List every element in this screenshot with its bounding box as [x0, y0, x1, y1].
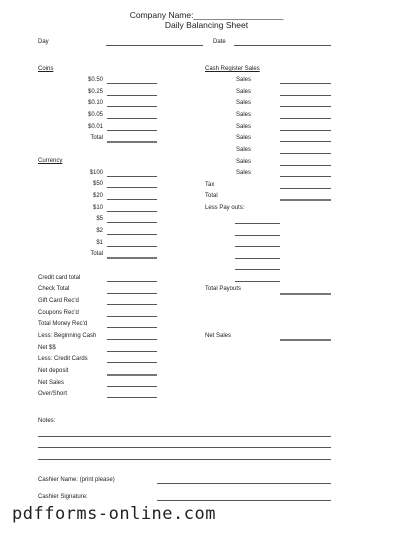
net-deposit-field[interactable] — [107, 374, 157, 376]
pay-out-field[interactable] — [235, 223, 280, 224]
sales-label: Sales — [236, 147, 252, 153]
beginning-cash-label: Less: Beginning Cash — [38, 333, 97, 339]
sales-field[interactable] — [280, 118, 331, 119]
credit-card-total-field[interactable] — [107, 281, 157, 282]
pay-out-field[interactable] — [235, 269, 280, 270]
cashier-name-field[interactable] — [157, 483, 331, 484]
coin-label: $0.01 — [87, 124, 103, 130]
over-short-field[interactable] — [107, 397, 157, 398]
register-total-label: Total — [205, 193, 218, 199]
pay-out-field[interactable] — [235, 246, 280, 247]
pay-out-field[interactable] — [235, 281, 280, 282]
net-ss-field[interactable] — [107, 351, 157, 352]
sales-label: Sales — [236, 170, 252, 176]
date-label: Date — [213, 39, 226, 45]
credit-cards-field[interactable] — [107, 362, 157, 363]
total-money-field[interactable] — [107, 327, 157, 328]
gift-card-label: Gift Card Rec'd — [38, 298, 79, 304]
total-payouts-label: Total Payouts — [205, 286, 242, 292]
currency-total-field[interactable] — [107, 257, 157, 259]
gift-card-field[interactable] — [107, 304, 157, 305]
coin-field[interactable] — [107, 118, 157, 119]
pay-out-field[interactable] — [235, 258, 280, 259]
sales-field[interactable] — [280, 141, 331, 142]
net-sales-label: Net Sales — [38, 380, 65, 386]
currency-label: $1 — [96, 240, 103, 246]
coupons-field[interactable] — [107, 316, 157, 317]
sales-label: Sales — [236, 135, 252, 141]
cashier-signature-field[interactable] — [157, 500, 331, 501]
sales-label: Sales — [236, 112, 252, 118]
currency-field[interactable] — [107, 234, 157, 235]
pay-out-field[interactable] — [235, 235, 280, 236]
credit-card-total-label: Credit card total — [38, 275, 81, 281]
sales-label: Sales — [236, 159, 252, 165]
currency-label: $5 — [96, 216, 103, 222]
notes-line[interactable] — [38, 436, 331, 437]
coin-label: $0.50 — [87, 77, 103, 83]
register-total-field[interactable] — [280, 199, 331, 201]
sales-label: Sales — [236, 89, 252, 95]
coin-label: $0.05 — [87, 112, 103, 118]
day-field[interactable] — [106, 45, 203, 46]
coin-field[interactable] — [107, 83, 157, 84]
sales-field[interactable] — [280, 153, 331, 154]
currency-heading: Currency — [38, 158, 63, 164]
currency-field[interactable] — [107, 176, 157, 177]
net-sales-label: Net Sales — [205, 333, 232, 339]
watermark: pdfforms-online.com — [12, 504, 216, 524]
check-total-label: Check Total — [38, 286, 70, 292]
currency-label: $100 — [89, 170, 103, 176]
total-money-label: Total Money Rec'd — [38, 321, 88, 327]
currency-label: $2 — [96, 228, 103, 234]
currency-label: $20 — [92, 193, 103, 199]
currency-label: $50 — [92, 181, 103, 187]
coupons-label: Coupons Rec'd — [38, 310, 79, 316]
notes-line[interactable] — [38, 447, 331, 448]
sales-field[interactable] — [280, 130, 331, 131]
tax-field[interactable] — [280, 188, 331, 189]
currency-label: $10 — [92, 205, 103, 211]
sales-field[interactable] — [280, 83, 331, 84]
coin-label: $0.10 — [87, 100, 103, 106]
cashier-signature-label: Cashier Signature: — [38, 494, 88, 500]
sheet-title: Daily Balancing Sheet — [164, 20, 249, 30]
cashier-name-label: Cashier Name: (print please) — [38, 477, 115, 483]
currency-field[interactable] — [107, 246, 157, 247]
coins-total-label: Total — [90, 135, 103, 141]
currency-field[interactable] — [107, 211, 157, 212]
coin-field[interactable] — [107, 106, 157, 107]
sales-field[interactable] — [280, 165, 331, 166]
coin-label: $0.25 — [87, 89, 103, 95]
net-deposit-label: Net deposit — [38, 368, 69, 374]
date-field[interactable] — [234, 45, 331, 46]
sales-label: Sales — [236, 124, 252, 130]
company-name-heading: Company Name:___________________ — [129, 10, 284, 20]
pay-outs-label: Less Pay outs: — [205, 205, 245, 211]
register-net-sales-field[interactable] — [280, 339, 331, 341]
net-ss-label: Net $$ — [38, 345, 56, 351]
currency-field[interactable] — [107, 187, 157, 188]
over-short-label: Over/Short — [38, 391, 68, 397]
beginning-cash-field[interactable] — [107, 339, 157, 340]
register-sales-heading: Cash Register Sales — [205, 66, 260, 72]
sales-label: Sales — [236, 100, 252, 106]
net-sales-field[interactable] — [107, 386, 157, 387]
coins-total-field[interactable] — [107, 141, 157, 143]
coin-field[interactable] — [107, 95, 157, 96]
sales-field[interactable] — [280, 106, 331, 107]
check-total-field[interactable] — [107, 293, 157, 294]
day-label: Day — [38, 39, 49, 45]
sales-field[interactable] — [280, 176, 331, 177]
currency-field[interactable] — [107, 222, 157, 223]
notes-label: Notes: — [38, 418, 56, 424]
currency-total-label: Total — [90, 251, 103, 257]
sales-label: Sales — [236, 77, 252, 83]
currency-field[interactable] — [107, 199, 157, 200]
total-payouts-field[interactable] — [280, 293, 331, 295]
coin-field[interactable] — [107, 130, 157, 131]
notes-line[interactable] — [38, 459, 331, 460]
coins-heading: Coins — [38, 66, 54, 72]
tax-label: Tax — [205, 182, 215, 188]
credit-cards-label: Less: Credit Cards — [38, 356, 88, 362]
sales-field[interactable] — [280, 95, 331, 96]
